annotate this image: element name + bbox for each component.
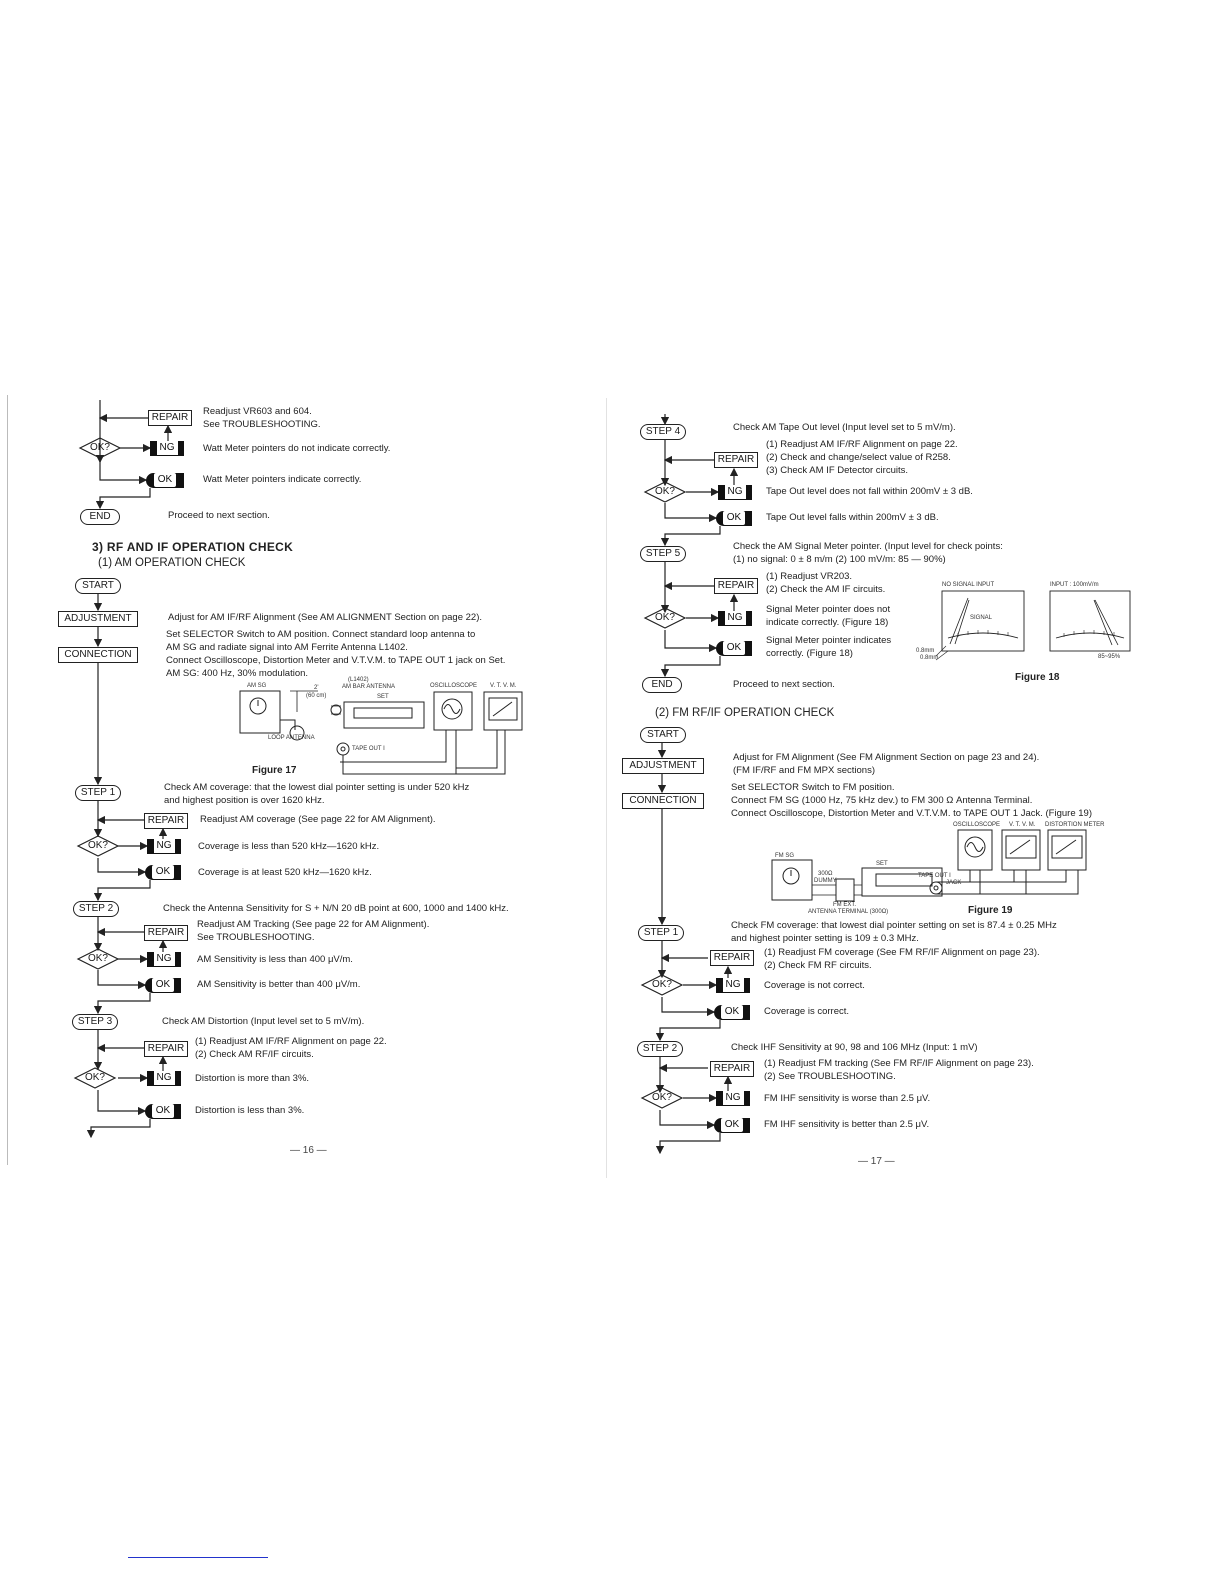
connection-box: CONNECTION xyxy=(58,647,138,663)
step-2-terminal: STEP 2 xyxy=(73,901,119,917)
ng-note: Signal Meter pointer does not xyxy=(766,604,891,615)
ng-note: Distortion is more than 3%. xyxy=(195,1073,310,1084)
ok-box: OK xyxy=(145,865,181,880)
start-terminal: START xyxy=(75,578,121,594)
fig19-oscilloscope-label: OSCILLOSCOPE xyxy=(953,822,1001,828)
step-2-note: Check the Antenna Sensitivity for S + N/N 20 dB point at 600, 1000 and 1400 kHz. xyxy=(163,903,509,914)
connection-note: Connect Oscilloscope, Distortion Meter and V.T.V.M. to TAPE OUT 1 Jack. (Figure 19) xyxy=(731,808,1092,819)
fm-step-1-note: and highest pointer setting is 109 ± 0.3 MHz. xyxy=(731,933,919,944)
connection-note: Set SELECTOR Switch to FM position. xyxy=(731,782,895,793)
ok-decision-fm-step1: OK? xyxy=(651,979,672,990)
repair-note: Readjust AM coverage (See page 22 for AM Alignment). xyxy=(200,814,436,825)
section-title: 3) RF AND IF OPERATION CHECK xyxy=(92,540,294,554)
end-terminal: END xyxy=(80,509,120,525)
repair-note: See TROUBLESHOOTING. xyxy=(203,419,321,430)
ng-note: Tape Out level does not fall within 200mV ± 3 dB. xyxy=(766,486,973,497)
fig17-vtvm-label: V. T. V. M. xyxy=(490,683,517,689)
fig19-fm-ext-label: FM EXT. xyxy=(833,902,857,908)
adjustment-box: ADJUSTMENT xyxy=(622,758,704,774)
step-1-terminal: STEP 1 xyxy=(75,785,121,801)
ok-box: OK xyxy=(146,473,184,488)
fm-step-1-note: Check FM coverage: that lowest dial pointer setting on set is 87.4 ± 0.25 MHz xyxy=(731,920,1057,931)
page-number-left: — 16 — xyxy=(290,1145,327,1156)
adjustment-note: (FM IF/RF and FM MPX sections) xyxy=(733,765,875,776)
fig19-set-label: SET xyxy=(876,861,888,867)
fig19-tape-out-label: TAPE OUT I xyxy=(918,873,951,879)
ok-box: OK xyxy=(714,1005,750,1020)
fm-step-2-note: Check IHF Sensitivity at 90, 98 and 106 MHz (Input: 1 mV) xyxy=(731,1042,978,1053)
fig17-loop-antenna-label: LOOP ANTENNA xyxy=(268,735,315,741)
fig17-l1402-label: (L1402) xyxy=(348,677,369,683)
page-number-right: — 17 — xyxy=(858,1156,895,1167)
subsection-title: (1) AM OPERATION CHECK xyxy=(98,557,246,569)
fig18-pct: 85~95% xyxy=(1098,654,1121,660)
step-4-note: Check AM Tape Out level (Input level set to 5 mV/m). xyxy=(733,422,956,433)
fig17-distance-label: 2' xyxy=(314,685,319,691)
ok-box: OK xyxy=(716,511,752,526)
ng-note: Coverage is not correct. xyxy=(764,980,865,991)
repair-box: REPAIR xyxy=(710,1061,754,1077)
fig19-fm-sg-label: FM SG xyxy=(775,853,794,859)
fig18-input-label: INPUT : 100mV/m xyxy=(1050,582,1099,588)
adjustment-note: Adjust for FM Alignment (See FM Alignment Section on page 23 and 24). xyxy=(733,752,1040,763)
repair-note: (1) Readjust AM IF/RF Alignment on page 22. xyxy=(195,1036,387,1047)
fm-step-2-terminal: STEP 2 xyxy=(637,1041,683,1057)
fig17-antenna-label: AM BAR ANTENNA xyxy=(342,684,396,690)
step-5-note: Check the AM Signal Meter pointer. (Input level for check points: xyxy=(733,541,1003,552)
ok-note: Coverage is correct. xyxy=(764,1006,850,1017)
end-terminal: END xyxy=(642,677,682,693)
connection-note: Connect FM SG (1000 Hz, 75 kHz dev.) to FM 300 Ω Antenna Terminal. xyxy=(731,795,1033,806)
step-5-note: (1) no signal: 0 ± 8 m/m (2) 100 mV/m: 85 — 90%) xyxy=(733,554,946,565)
fig17-am-sg-label: AM SG xyxy=(247,683,267,689)
fig18-mm1: 0.8mm xyxy=(916,648,935,654)
fig18-mm2: 0.8mm xyxy=(920,655,939,661)
ok-note: Coverage is at least 520 kHz—1620 kHz. xyxy=(198,867,372,878)
step-3-terminal: STEP 3 xyxy=(72,1014,118,1030)
fig17-tape-out-label: TAPE OUT I xyxy=(352,746,385,752)
fig19-vtvm-label: V. T. V. M. xyxy=(1009,822,1036,828)
connection-note: AM SG and radiate signal into AM Ferrite Antenna L1402. xyxy=(166,642,408,653)
end-note: Proceed to next section. xyxy=(168,510,270,521)
repair-box: REPAIR xyxy=(714,578,758,594)
ok-decision-step2: OK? xyxy=(87,953,108,964)
figure-18-caption: Figure 18 xyxy=(1015,672,1060,683)
repair-box: REPAIR xyxy=(714,452,758,468)
repair-note: (1) Readjust FM tracking (See FM RF/IF Alignment on page 23). xyxy=(764,1058,1034,1069)
step-4-terminal: STEP 4 xyxy=(640,424,686,440)
ng-box: NG xyxy=(716,978,750,993)
connection-note: Set SELECTOR Switch to AM position. Connect standard loop antenna to xyxy=(166,629,476,640)
repair-note: (3) Check AM IF Detector circuits. xyxy=(766,465,909,476)
repair-box: REPAIR xyxy=(148,410,192,426)
fig19-ohm-label: 300Ω xyxy=(818,871,833,877)
step-3-note: Check AM Distortion (Input level set to 5 mV/m). xyxy=(162,1016,365,1027)
fig19-jack-label: JACK xyxy=(946,880,962,886)
ok-box: OK xyxy=(145,978,181,993)
ng-note: Coverage is less than 520 kHz—1620 kHz. xyxy=(198,841,380,852)
ok-decision-fm-step2: OK? xyxy=(651,1092,672,1103)
ng-box: NG xyxy=(718,485,752,500)
connection-note: AM SG: 400 Hz, 30% modulation. xyxy=(166,668,309,679)
ok-box: OK xyxy=(716,641,752,656)
step-1-note: Check AM coverage: that the lowest dial pointer setting is under 520 kHz xyxy=(164,782,470,793)
repair-note: (2) Check and change/select value of R258. xyxy=(766,452,951,463)
start-terminal: START xyxy=(640,727,686,743)
repair-note: (1) Readjust FM coverage (See FM RF/IF Alignment on page 23). xyxy=(764,947,1040,958)
ok-note: Distortion is less than 3%. xyxy=(195,1105,305,1116)
fm-step-1-terminal: STEP 1 xyxy=(638,925,684,941)
ok-box: OK xyxy=(714,1118,750,1133)
fig17-distance-cm: (60 cm) xyxy=(306,693,327,699)
ok-note: correctly. (Figure 18) xyxy=(766,648,853,659)
fig17-oscilloscope-label: OSCILLOSCOPE xyxy=(430,683,478,689)
ok-note: Tape Out level falls within 200mV ± 3 dB. xyxy=(766,512,939,523)
connection-note: Connect Oscilloscope, Distortion Meter and V.T.V.M. to TAPE OUT 1 jack on Set. xyxy=(166,655,506,666)
ng-box: NG xyxy=(147,839,181,854)
step-5-terminal: STEP 5 xyxy=(640,546,686,562)
repair-note: (2) Check AM RF/IF circuits. xyxy=(195,1049,314,1060)
ng-note: indicate correctly. (Figure 18) xyxy=(766,617,889,628)
ng-box: NG xyxy=(718,611,752,626)
fig18-no-signal-label: NO SIGNAL INPUT xyxy=(942,582,995,588)
ok-decision-top: OK? xyxy=(89,442,110,453)
ok-note: Watt Meter pointers indicate correctly. xyxy=(203,474,362,485)
ok-decision-step5: OK? xyxy=(654,612,675,623)
ng-box: NG xyxy=(716,1091,750,1106)
end-note: Proceed to next section. xyxy=(733,679,835,690)
ng-note: FM IHF sensitivity is worse than 2.5 μV. xyxy=(764,1093,931,1104)
ok-note: AM Sensitivity is better than 400 μV/m. xyxy=(197,979,361,990)
repair-note: (1) Readjust VR203. xyxy=(766,571,853,582)
ok-decision-step4: OK? xyxy=(654,486,675,497)
repair-note: See TROUBLESHOOTING. xyxy=(197,932,315,943)
ng-note: Watt Meter pointers do not indicate correctly. xyxy=(203,443,391,454)
adjustment-box: ADJUSTMENT xyxy=(58,611,138,627)
ok-decision-step1: OK? xyxy=(87,840,108,851)
ng-box: NG xyxy=(147,1071,181,1086)
ok-note: Signal Meter pointer indicates xyxy=(766,635,892,646)
step-1-note: and highest position is over 1620 kHz. xyxy=(164,795,325,806)
repair-note: (2) Check FM RF circuits. xyxy=(764,960,872,971)
fig18-signal-label: SIGNAL xyxy=(970,615,993,621)
adjustment-note: Adjust for AM IF/RF Alignment (See AM ALIGNMENT Section on page 22). xyxy=(168,612,482,623)
fig17-set-label: SET xyxy=(377,694,389,700)
repair-note: Readjust VR603 and 604. xyxy=(203,406,312,417)
fig19-dummy-label: DUMMY xyxy=(814,878,837,884)
ng-box: NG xyxy=(147,952,181,967)
fig19-antenna-terminal-label: ANTENNA TERMINAL (300Ω) xyxy=(808,909,889,915)
figure-17-caption: Figure 17 xyxy=(252,765,297,776)
ng-note: AM Sensitivity is less than 400 μV/m. xyxy=(197,954,353,965)
ng-box: NG xyxy=(150,441,184,456)
repair-note: (2) Check the AM IF circuits. xyxy=(766,584,886,595)
repair-note: (1) Readjust AM IF/RF Alignment on page 22. xyxy=(766,439,958,450)
repair-note: (2) See TROUBLESHOOTING. xyxy=(764,1071,896,1082)
ok-decision-step3: OK? xyxy=(84,1072,105,1083)
connection-box: CONNECTION xyxy=(622,793,704,809)
repair-box: REPAIR xyxy=(710,950,754,966)
repair-box: REPAIR xyxy=(144,1041,188,1057)
repair-note: Readjust AM Tracking (See page 22 for AM Alignment). xyxy=(197,919,430,930)
subsection-title: (2) FM RF/IF OPERATION CHECK xyxy=(655,707,835,719)
repair-box: REPAIR xyxy=(144,925,188,941)
fig19-distortion-label: DISTORTION METER xyxy=(1045,822,1105,828)
repair-box: REPAIR xyxy=(144,813,188,829)
ok-note: FM IHF sensitivity is better than 2.5 μV. xyxy=(764,1119,930,1130)
figure-19-caption: Figure 19 xyxy=(968,905,1013,916)
ok-box: OK xyxy=(145,1104,181,1119)
